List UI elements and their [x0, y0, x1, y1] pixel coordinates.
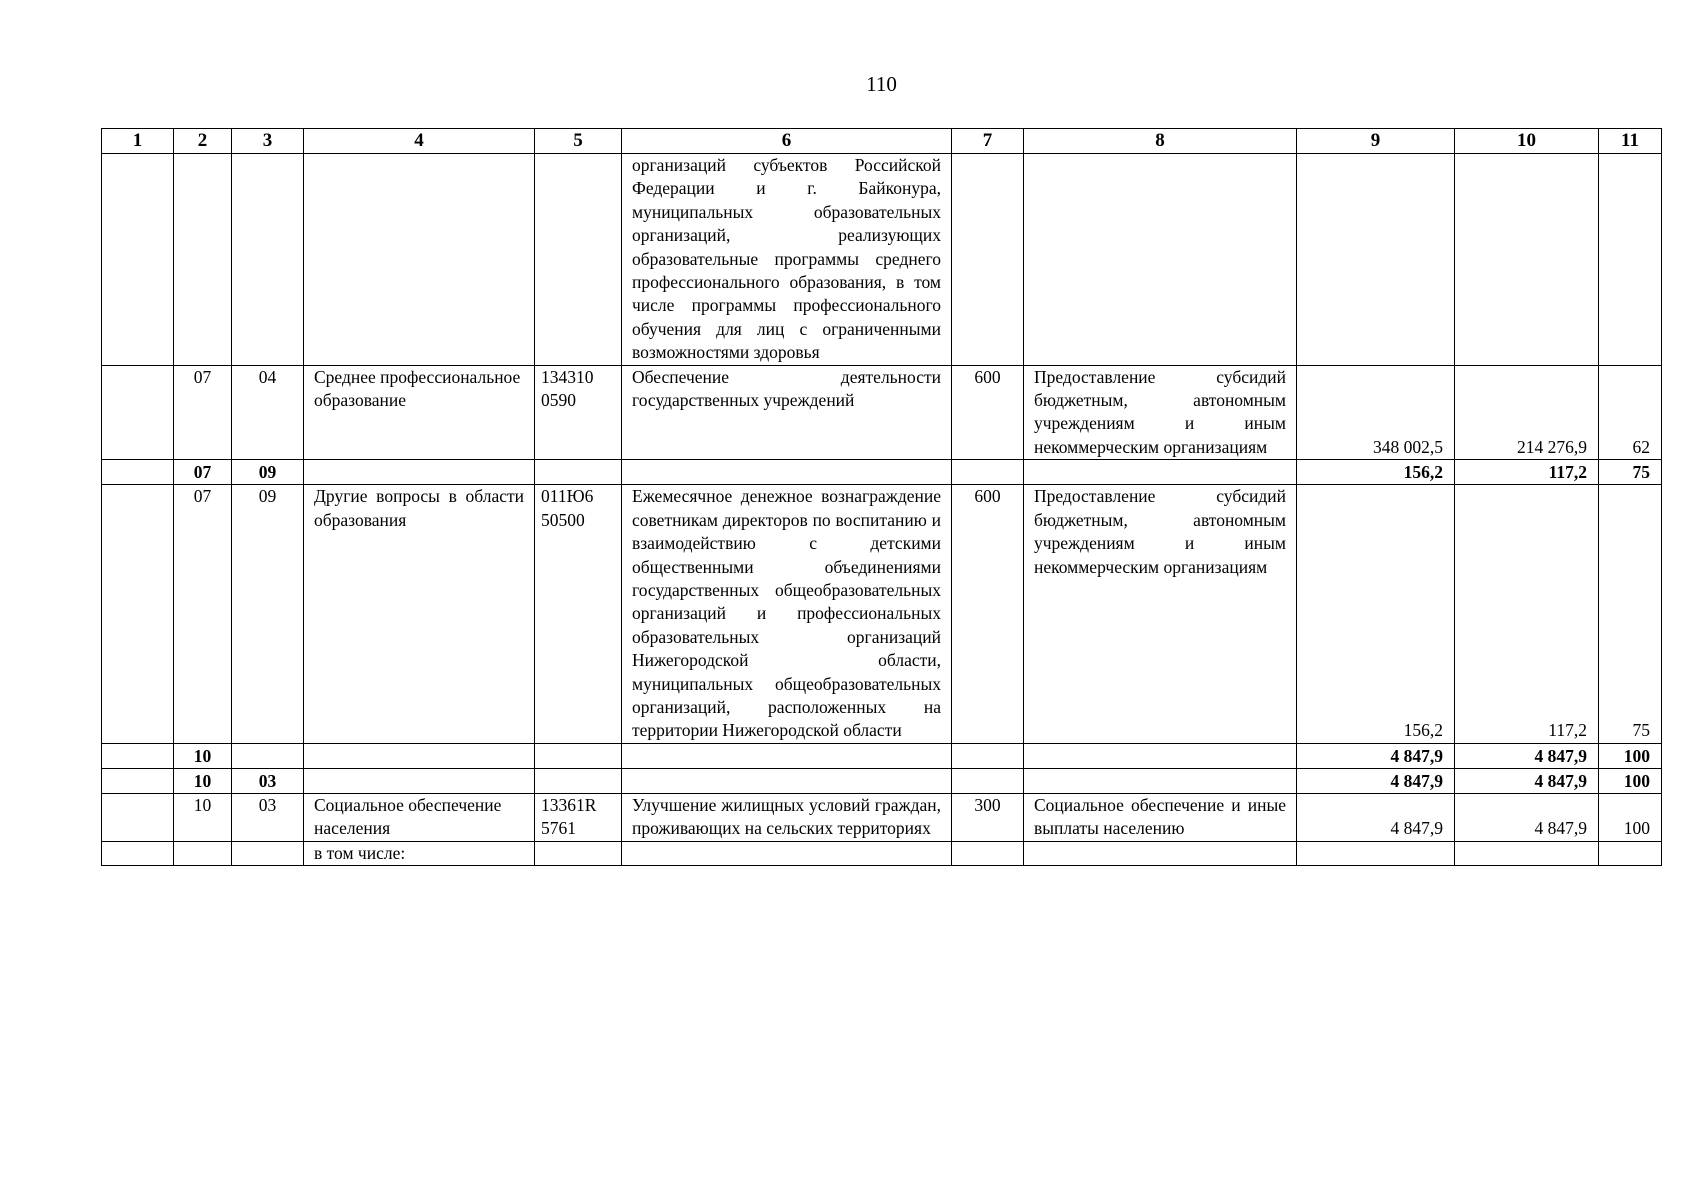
cell-section: 10: [174, 793, 232, 841]
cell-description: [622, 460, 952, 485]
cell-section: 07: [174, 460, 232, 485]
column-header: 8: [1024, 129, 1297, 154]
cell-name: [304, 768, 535, 793]
cell-expense-type: [952, 154, 1024, 366]
cell-name: [304, 460, 535, 485]
subtotal-row: [102, 743, 1662, 768]
cell-expense-type: [952, 460, 1024, 485]
column-header: 7: [952, 129, 1024, 154]
column-header: 9: [1297, 129, 1455, 154]
cell-name: Социальное обеспечение населения: [304, 793, 535, 841]
cell-description: [622, 841, 952, 865]
cell-target-code: [535, 841, 622, 865]
cell-section: 07: [174, 485, 232, 743]
cell-name: Другие вопросы в области образования: [304, 485, 535, 743]
table-row: [102, 793, 1662, 841]
cell-section: [174, 841, 232, 865]
cell-executed: 4 847,9: [1455, 793, 1599, 841]
cell-target-code: 13361R 5761: [535, 793, 622, 841]
cell-percent: 75: [1599, 460, 1662, 485]
cell-percent: [1599, 154, 1662, 366]
cell-col1: [102, 485, 174, 743]
table-row: [102, 154, 1662, 366]
cell-planned: 4 847,9: [1297, 768, 1455, 793]
cell-subsection: 04: [232, 365, 304, 460]
cell-col1: [102, 743, 174, 768]
column-header: 2: [174, 129, 232, 154]
cell-col1: [102, 841, 174, 865]
cell-col1: [102, 460, 174, 485]
page-number: 110: [866, 72, 897, 96]
cell-expense-name: Социальное обеспечение и иные выплаты населению: [1024, 793, 1297, 841]
cell-expense-type: [952, 743, 1024, 768]
cell-planned: 348 002,5: [1297, 365, 1455, 460]
cell-subsection: 09: [232, 485, 304, 743]
cell-expense-name: [1024, 768, 1297, 793]
cell-subsection: [232, 154, 304, 366]
cell-expense-name: [1024, 460, 1297, 485]
cell-description: Улучшение жилищных условий граждан, проживающих на сельских территориях: [622, 793, 952, 841]
cell-subsection: [232, 841, 304, 865]
table-row: [102, 841, 1662, 865]
cell-executed: 214 276,9: [1455, 365, 1599, 460]
cell-expense-name: Предоставление субсидий бюджетным, автономным учреждениям и иным некоммерческим организациям: [1024, 365, 1297, 460]
cell-description: организаций субъектов Российской Федерации и г. Байконура, муниципальных образовательных организаций, реализующих образовательные программы среднего профессионального образования, в том числе программы профессионального обучения для лиц с ограниченными возможностями здоровья: [622, 154, 952, 366]
cell-expense-name: [1024, 841, 1297, 865]
cell-col1: [102, 768, 174, 793]
cell-description: Обеспечение деятельности государственных учреждений: [622, 365, 952, 460]
column-header: 6: [622, 129, 952, 154]
cell-section: [174, 154, 232, 366]
column-header: 11: [1599, 129, 1662, 154]
cell-target-code: [535, 154, 622, 366]
cell-col1: [102, 793, 174, 841]
column-header: 3: [232, 129, 304, 154]
cell-executed: 117,2: [1455, 485, 1599, 743]
cell-name: в том числе:: [304, 841, 535, 865]
cell-executed: 4 847,9: [1455, 743, 1599, 768]
cell-expense-name: [1024, 743, 1297, 768]
subtotal-row: [102, 460, 1662, 485]
cell-percent: [1599, 841, 1662, 865]
cell-percent: 100: [1599, 743, 1662, 768]
cell-percent: 62: [1599, 365, 1662, 460]
cell-expense-type: 600: [952, 365, 1024, 460]
cell-expense-name: Предоставление субсидий бюджетным, автономным учреждениям и иным некоммерческим организациям: [1024, 485, 1297, 743]
subtotal-row: [102, 768, 1662, 793]
table-row: [102, 485, 1662, 743]
cell-subsection: [232, 743, 304, 768]
cell-section: 07: [174, 365, 232, 460]
cell-planned: [1297, 154, 1455, 366]
cell-expense-type: 300: [952, 793, 1024, 841]
cell-target-code: [535, 460, 622, 485]
cell-subsection: 03: [232, 793, 304, 841]
cell-col1: [102, 154, 174, 366]
cell-planned: 156,2: [1297, 460, 1455, 485]
cell-description: [622, 743, 952, 768]
column-header: 5: [535, 129, 622, 154]
cell-name: [304, 743, 535, 768]
cell-target-code: 011Ю6 50500: [535, 485, 622, 743]
cell-name: [304, 154, 535, 366]
cell-section: 10: [174, 768, 232, 793]
cell-executed: 4 847,9: [1455, 768, 1599, 793]
table-row: [102, 365, 1662, 460]
column-header: 1: [102, 129, 174, 154]
cell-description: Ежемесячное денежное вознаграждение советникам директоров по воспитанию и взаимодействию с детскими общественными объединениями государственных общеобразовательных организаций и профессиональных образовательных организаций Нижегородской области, муниципальных общеобразовательных организаций, расположенных на территории Нижегородской области: [622, 485, 952, 743]
cell-percent: 100: [1599, 793, 1662, 841]
cell-subsection: 03: [232, 768, 304, 793]
cell-subsection: 09: [232, 460, 304, 485]
cell-percent: 75: [1599, 485, 1662, 743]
column-header: 4: [304, 129, 535, 154]
cell-expense-type: [952, 841, 1024, 865]
cell-expense-name: [1024, 154, 1297, 366]
cell-planned: [1297, 841, 1455, 865]
cell-planned: 4 847,9: [1297, 793, 1455, 841]
cell-description: [622, 768, 952, 793]
cell-target-code: [535, 743, 622, 768]
cell-expense-type: 600: [952, 485, 1024, 743]
cell-executed: 117,2: [1455, 460, 1599, 485]
cell-executed: [1455, 841, 1599, 865]
cell-planned: 4 847,9: [1297, 743, 1455, 768]
cell-section: 10: [174, 743, 232, 768]
budget-table: [101, 128, 1662, 866]
cell-expense-type: [952, 768, 1024, 793]
cell-target-code: 134310 0590: [535, 365, 622, 460]
cell-target-code: [535, 768, 622, 793]
cell-percent: 100: [1599, 768, 1662, 793]
cell-col1: [102, 365, 174, 460]
cell-executed: [1455, 154, 1599, 366]
cell-planned: 156,2: [1297, 485, 1455, 743]
column-header: 10: [1455, 129, 1599, 154]
header-row: [102, 129, 1662, 154]
cell-name: Среднее профессиональное образование: [304, 365, 535, 460]
